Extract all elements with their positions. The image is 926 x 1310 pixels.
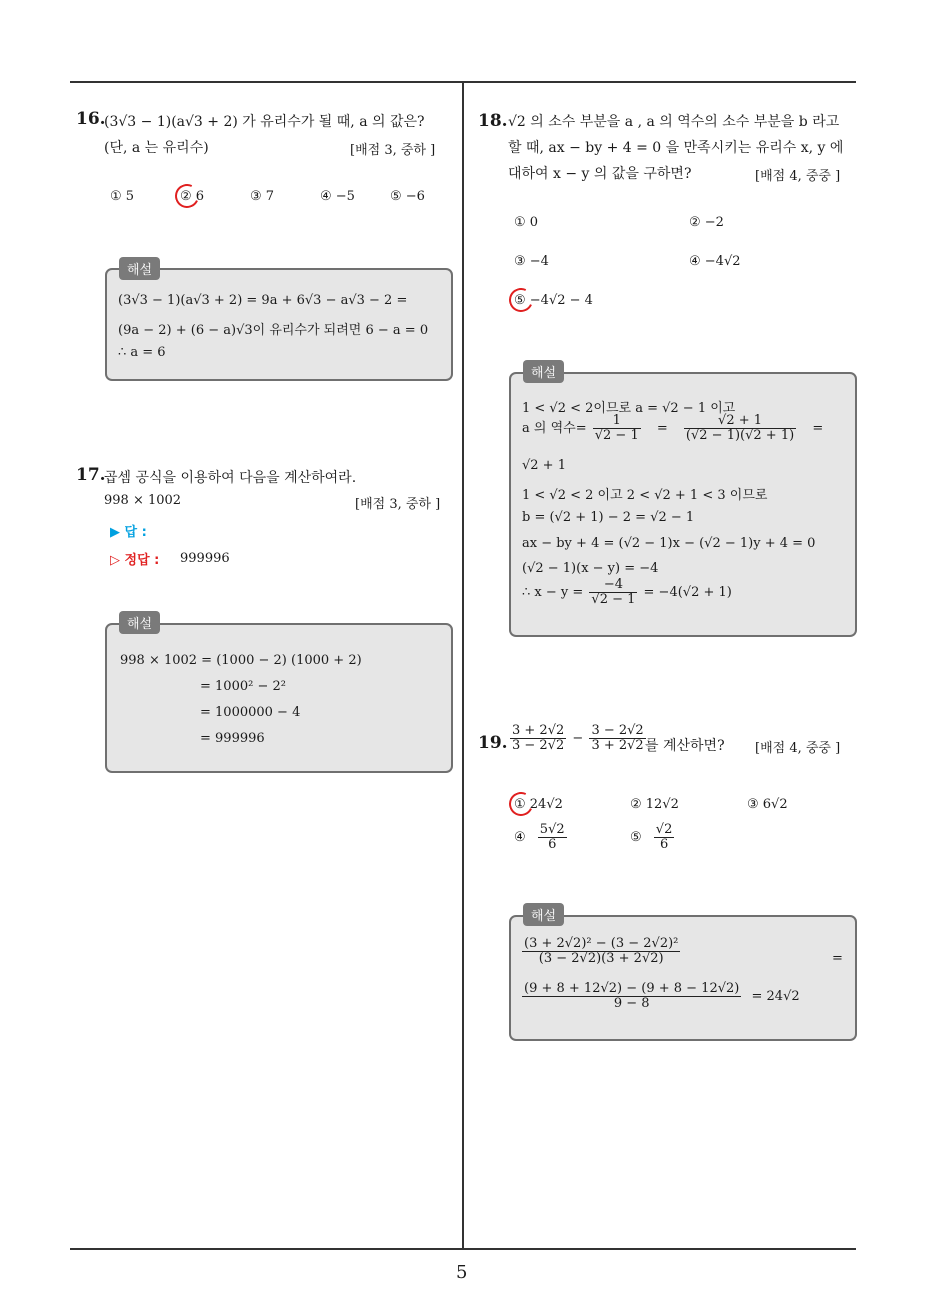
fraction: $\frac{√2}{6}$ — [655, 822, 673, 852]
minus-sign: − — [572, 731, 584, 746]
page-number: 5 — [456, 1262, 468, 1283]
solution-line: 998 × 1002 = (1000 − 2) (1000 + 2) — [120, 653, 362, 668]
solution-line: b = (√2 + 1) − 2 = √2 − 1 — [522, 510, 695, 525]
column-divider — [462, 81, 464, 1248]
choice-1[interactable]: ① 0 — [514, 215, 539, 230]
question-number: 19. — [478, 733, 508, 753]
solution-line: = 1000² − 2² — [200, 679, 286, 694]
solution-line: √2 + 1 — [522, 458, 566, 473]
question-expression — [508, 724, 648, 753]
question-condition: (단, a 는 유리수) — [104, 140, 209, 156]
question-meta: [배점 4, 중중 ] — [755, 741, 841, 756]
solution-line: (3√3 − 1)(a√3 + 2) = 9a + 6√3 − a√3 − 2 = — [118, 293, 408, 308]
question-number: 18. — [478, 111, 508, 131]
question-meta: [배점 4, 중중 ] — [755, 169, 841, 184]
selected-answer-mark — [506, 789, 537, 820]
question-text: √2 의 소수 부분을 a , a 의 역수의 소수 부분을 b 라고 — [508, 114, 840, 130]
question-meta: [배점 3, 중하 ] — [355, 497, 441, 512]
question-number: 16. — [76, 109, 106, 129]
solution-line: ∴ a = 6 — [118, 345, 166, 360]
choice-1[interactable]: ① 24√2 — [514, 797, 563, 812]
solution-line — [520, 937, 682, 966]
fraction: $\frac{1}{√2 - 1}$ — [594, 413, 639, 443]
solution-line — [522, 414, 823, 443]
solution-tag: 해설 — [119, 611, 160, 634]
solution-line: 1 < √2 < 2 이고 2 < √2 + 1 < 3 이므로 — [522, 488, 768, 503]
solution-line: ax − by + 4 = (√2 − 1)x − (√2 − 1)y + 4 = 0 — [522, 536, 816, 551]
question-text: (3√3 − 1)(a√3 + 2) 가 유리수가 될 때, a 의 값은? — [104, 114, 425, 130]
fraction: $\frac{5√2}{6}$ — [539, 822, 565, 852]
fraction: $\frac{-4}{√2 - 1}$ — [591, 577, 636, 607]
choice-3[interactable]: ③ 7 — [250, 189, 275, 204]
question-number: 17. — [76, 465, 106, 485]
result: = 24√2 — [751, 989, 800, 1004]
solution-line: = 1000000 − 4 — [200, 705, 301, 720]
result: = −4(√2 + 1) — [643, 585, 732, 600]
question-meta: [배점 3, 중하 ] — [350, 143, 436, 158]
choice-4[interactable]: ④ −5 — [320, 189, 355, 204]
choice-2[interactable]: ② 12√2 — [630, 797, 679, 812]
choice-label: ④ — [514, 830, 526, 845]
fraction: $\frac{3 - 2√2}{3 + 2√2}$ — [591, 723, 644, 753]
fraction: $\frac{√2 + 1}{(√2 - 1)(√2 + 1)}$ — [685, 413, 795, 443]
choice-1[interactable]: ① 5 — [110, 189, 135, 204]
reciprocal-label: a 의 역수= — [522, 421, 587, 436]
correct-answer-label: ▷ 정답 : — [110, 553, 160, 568]
solution-line: 1 < √2 < 2이므로 a = √2 − 1 이고 — [522, 401, 736, 416]
solution-line: (9a − 2) + (6 − a)√3이 유리수가 되려면 6 − a = 0 — [118, 323, 429, 338]
solution-tag: 해설 — [119, 257, 160, 280]
choice-2[interactable]: ② −2 — [689, 215, 724, 230]
question-text: 를 계산하면? — [645, 738, 725, 754]
therefore-label: ∴ x − y = — [522, 585, 584, 600]
equals-sign: = — [832, 951, 843, 966]
choice-3[interactable]: ③ 6√2 — [747, 797, 788, 812]
question-text: 할 때, ax − by + 4 = 0 을 만족시키는 유리수 x, y 에 — [508, 140, 844, 156]
choice-5[interactable]: ⑤ −4√2 − 4 — [514, 293, 593, 308]
solution-tag: 해설 — [523, 360, 564, 383]
question-text: 대하여 x − y 의 값을 구하면? — [508, 166, 692, 182]
solution-line — [520, 982, 800, 1011]
solution-line: (√2 − 1)(x − y) = −4 — [522, 561, 659, 576]
choice-5[interactable]: ⑤ −6 — [390, 189, 425, 204]
solution-line: = 999996 — [200, 731, 265, 746]
question-text: 곱셈 공식을 이용하여 다음을 계산하여라. — [104, 470, 357, 486]
choice-label: ⑤ — [630, 830, 642, 845]
solution-tag: 해설 — [523, 903, 564, 926]
selected-answer-mark — [172, 181, 203, 212]
equals-sign: = — [812, 421, 824, 436]
choice-3[interactable]: ③ −4 — [514, 254, 549, 269]
solution-box — [105, 623, 453, 773]
fraction: $\frac{\text{(3 + 2√2)² − (3 − 2√2)²}}{(3 - 2√2)(3 + 2√2)}$ — [524, 936, 679, 966]
equals-sign: = — [656, 421, 668, 436]
solution-box — [509, 915, 857, 1041]
bottom-rule — [70, 1248, 856, 1250]
choice-2[interactable]: ② 6 — [180, 189, 205, 204]
choice-4[interactable]: ④ −4√2 — [689, 254, 741, 269]
answer-label: ▶ 답 : — [110, 525, 147, 540]
selected-answer-mark — [506, 285, 537, 316]
fraction: $\frac{3 + 2√2}{3 - 2√2}$ — [512, 723, 565, 753]
correct-answer-value: 999996 — [180, 551, 230, 566]
question-expression: 998 × 1002 — [104, 493, 182, 508]
fraction: $\frac{(9 + 8 + 12√2) - (9 + 8 - 12√2)}{9 - 8}$ — [524, 981, 740, 1011]
choice-5[interactable] — [630, 823, 676, 852]
choice-4[interactable] — [514, 823, 569, 852]
solution-line — [522, 578, 732, 607]
